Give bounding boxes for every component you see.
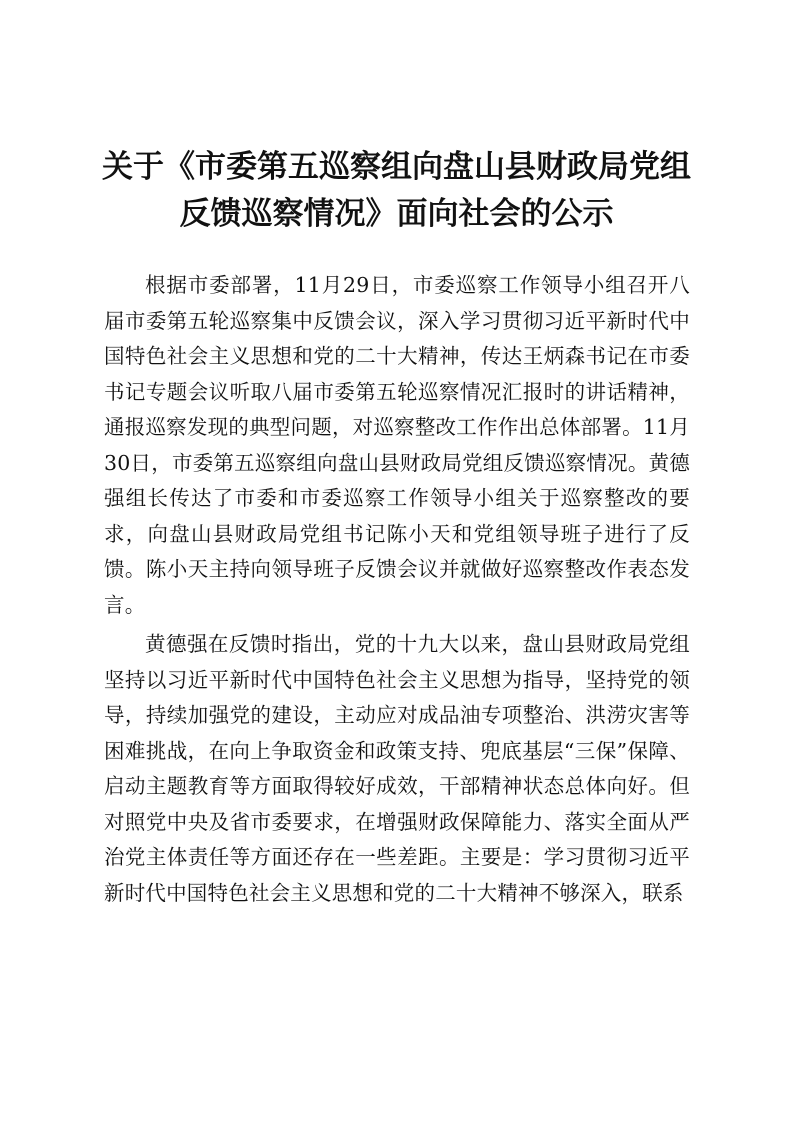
document-body — [104, 268, 690, 915]
title-line-2: 反馈巡察情况》面向社会的公示 — [179, 196, 614, 232]
paragraph-2: 黄德强在反馈时指出，党的十九大以来，盘山县财政局党组坚持以习近平新时代中国特色社会主义思想为指导，坚持党的领导，持续加强党的建设，主动应对成品油专项整治、洪涝灾害等困难挑战，在向上争取资金和政策支持、兜底基层“三保”保障、启动主题教育等方面取得较好成效，干部精神状态总体向好。但对照党中央及省市委要求，在增强财政保障能力、落实全面从严治党主体责任等方面还存在一些差距。主要是：学习贯彻习近平新时代中国特色社会主义思想和党的二十大精神不够深入，联系 — [104, 632, 690, 905]
document-title — [80, 144, 713, 238]
paragraph-1: 根据市委部署，11月29日，市委巡察工作领导小组召开八届市委第五轮巡察集中反馈会议，深入学习贯彻习近平新时代中国特色社会主义思想和党的二十大精神，传达王炳森书记在市委书记专题会议听取八届市委第五轮巡察情况汇报时的讲话精神，通报巡察发现的典型问题，对巡察整改工作作出总体部署。11月30日，市委第五巡察组向盘山县财政局党组反馈巡察情况。黄德强组长传达了市委和市委巡察工作领导小组关于巡察整改的要求，向盘山县财政局党组书记陈小天和党组领导班子进行了反馈。陈小天主持向领导班子反馈会议并就做好巡察整改作表态发言。 — [104, 273, 690, 617]
title-line-1: 关于《市委第五巡察组向盘山县财政局党组 — [102, 149, 691, 185]
